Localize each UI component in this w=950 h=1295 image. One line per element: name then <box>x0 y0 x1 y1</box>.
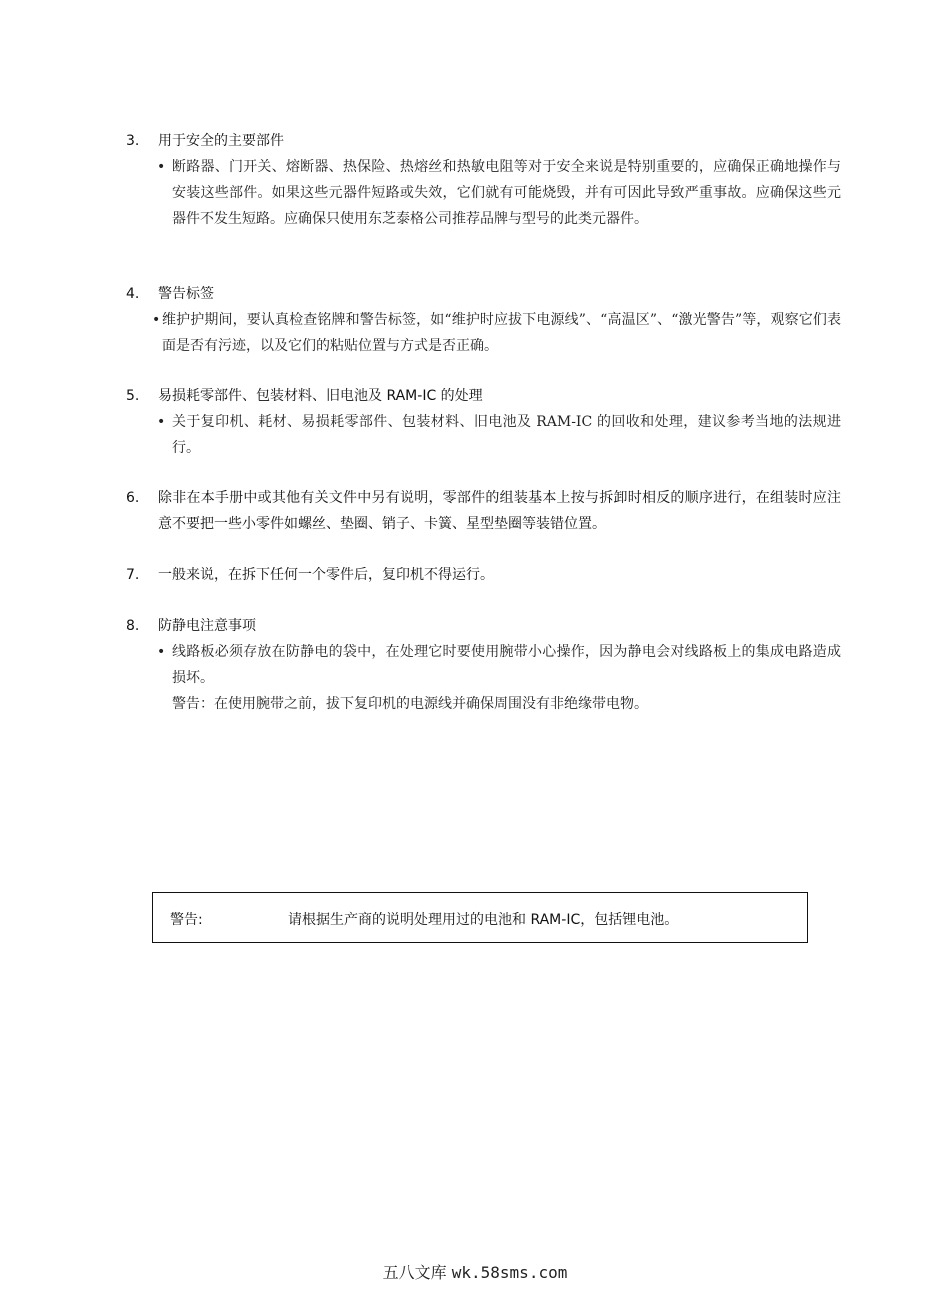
section-title: 防静电注意事项 <box>158 618 256 634</box>
section-4 <box>126 281 841 359</box>
bullet-icon: • <box>152 312 161 328</box>
section-title: 警告标签 <box>158 286 214 302</box>
bullet-icon: • <box>157 159 166 175</box>
section-heading <box>126 281 841 307</box>
section-8 <box>126 613 841 717</box>
section-7 <box>126 562 841 588</box>
section-heading <box>126 383 841 409</box>
section-5 <box>126 383 841 461</box>
warning-text: 请根据生产商的说明处理用过的电池和 RAM-IC，包括锂电池。 <box>288 912 679 928</box>
section-number: 3. <box>126 133 140 149</box>
bullet-text: 断路器、门开关、熔断器、热保险、热熔丝和热敏电阻等对于安全来说是特别重要的，应确保正确地操作与安装这些部件。如果这些元器件短路或失效，它们就有可能烧毁，并有可因此导致严重事故。应确保这些元器件不发生短路。应确保只使用东芝泰格公司推荐品牌与型号的此类元器件。 <box>172 159 841 227</box>
section-number: 8. <box>126 618 140 634</box>
footer-watermark <box>0 1260 950 1283</box>
section-heading <box>126 613 841 639</box>
paragraph-text: 一般来说，在拆下任何一个零件后，复印机不得运行。 <box>158 567 494 583</box>
warning-box <box>152 892 808 943</box>
warning-note: 警告：在使用腕带之前，拔下复印机的电源线并确保周围没有非绝缘带电物。 <box>172 696 648 712</box>
footer-url[interactable]: wk.58sms.com <box>451 1263 568 1282</box>
section-number: 7. <box>126 567 140 583</box>
bullet-paragraph <box>126 154 841 232</box>
bullet-icon: • <box>157 644 166 660</box>
numbered-paragraph <box>126 485 841 537</box>
bullet-paragraph <box>126 639 841 691</box>
bullet-paragraph <box>126 307 841 359</box>
footer-site-name: 五八文库 <box>382 1263 447 1282</box>
section-number: 5. <box>126 388 140 404</box>
bullet-text: 线路板必须存放在防静电的袋中，在处理它时要使用腕带小心操作，因为静电会对线路板上的集成电路造成损坏。 <box>172 644 841 686</box>
paragraph-text: 除非在本手册中或其他有关文件中另有说明，零部件的组装基本上按与拆卸时相反的顺序进行，在组装时应注意不要把一些小零件如螺丝、垫圈、销子、卡簧、星型垫圈等装错位置。 <box>158 490 841 532</box>
section-3 <box>126 128 841 232</box>
bullet-icon: • <box>157 414 166 430</box>
bullet-text: 维护护期间，要认真检查铭牌和警告标签，如“维护时应拔下电源线”、“高温区”、“激光警告”等，观察它们表面是否有污迹，以及它们的粘贴位置与方式是否正确。 <box>162 312 841 354</box>
bullet-text: 关于复印机、耗材、易损耗零部件、包装材料、旧电池及 RAM-IC 的回收和处理，建议参考当地的法规进行。 <box>172 414 841 456</box>
numbered-paragraph <box>126 562 841 588</box>
section-number: 6. <box>126 490 140 506</box>
section-number: 4. <box>126 286 140 302</box>
section-title: 用于安全的主要部件 <box>158 133 284 149</box>
warning-label: 警告: <box>170 912 203 928</box>
section-heading <box>126 128 841 154</box>
bullet-paragraph <box>126 409 841 461</box>
section-6 <box>126 485 841 537</box>
section-title: 易损耗零部件、包装材料、旧电池及 RAM-IC 的处理 <box>158 388 483 404</box>
